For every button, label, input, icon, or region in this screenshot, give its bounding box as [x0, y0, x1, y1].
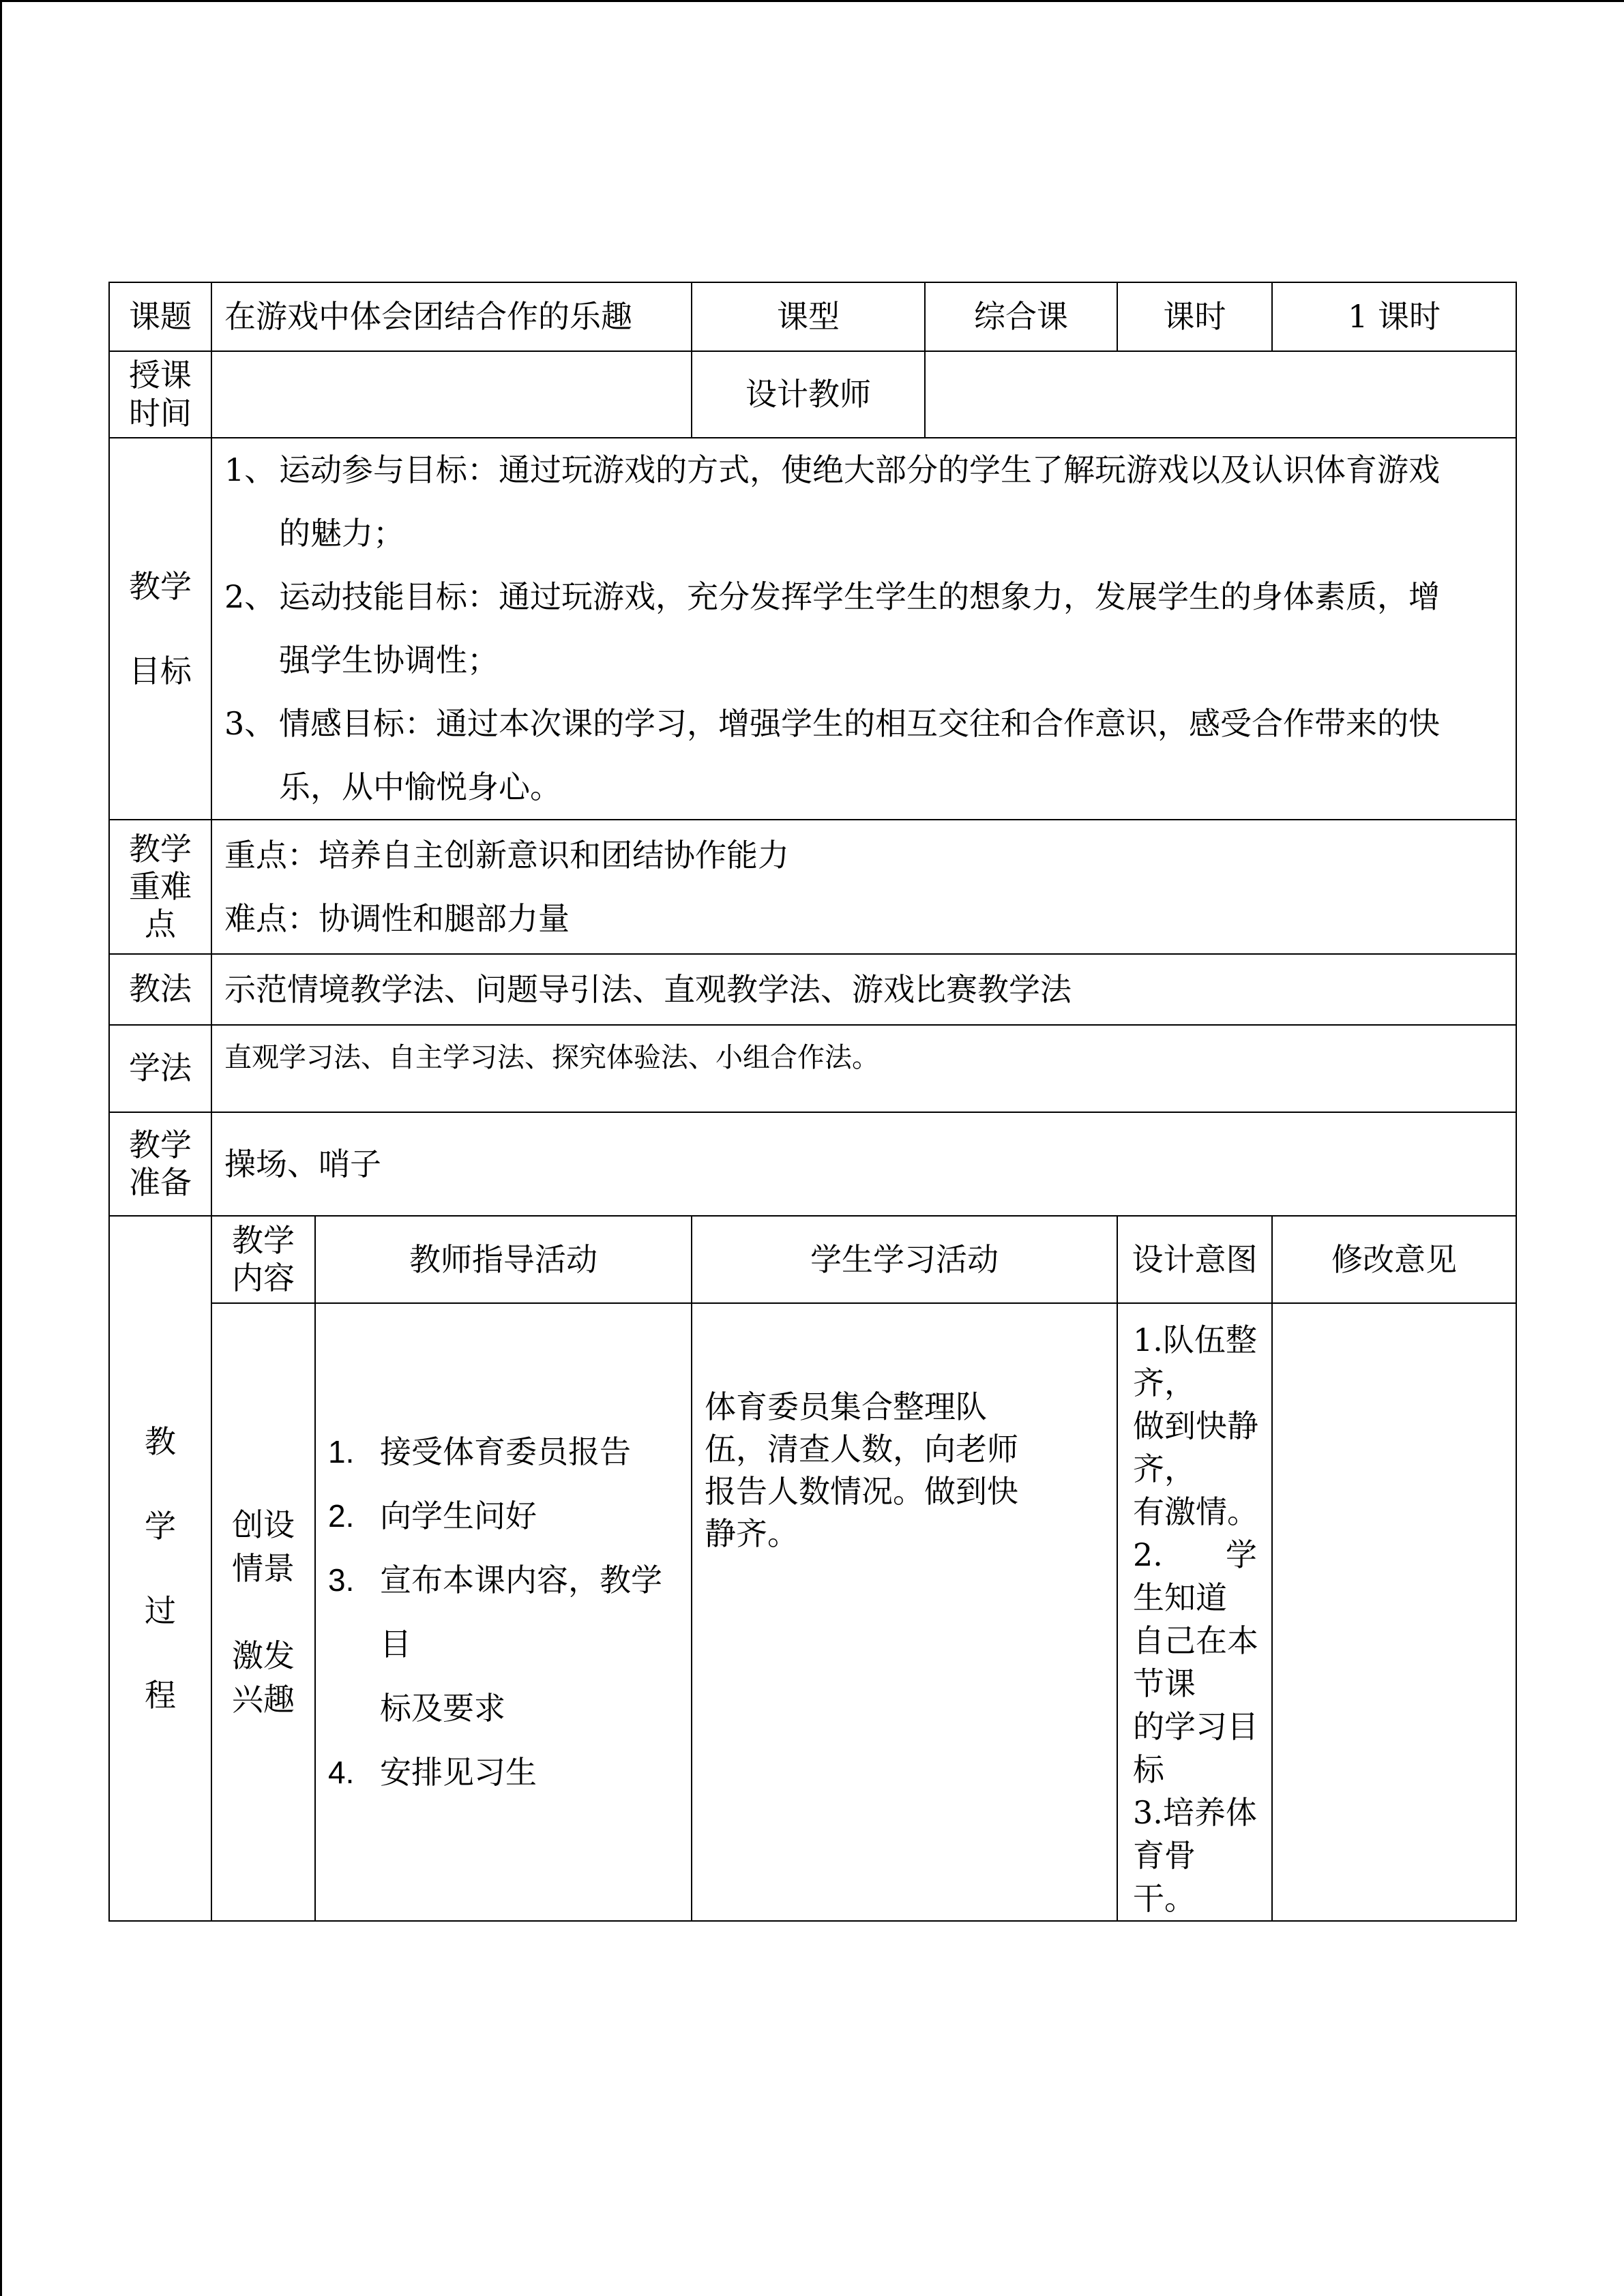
content-line: 创设 [232, 1506, 295, 1543]
intent-line: 干。 [1133, 1880, 1196, 1917]
objective-text-1: 运动参与目标：通过玩游戏的方式，使绝大部分的学生了解玩游戏以及认识体育游戏 [279, 451, 1440, 488]
student-line: 伍，清查人数，向老师 [705, 1431, 1018, 1467]
type-label: 课型 [692, 282, 925, 351]
topic-value: 在游戏中体会团结合作的乐趣 [211, 282, 692, 351]
intent-line: 的学习目标 [1133, 1708, 1258, 1788]
student-activity-cell [692, 1303, 1117, 1921]
process-label-char: 程 [145, 1677, 176, 1714]
time-label-line1: 授课 [129, 357, 192, 394]
key-points-label-line1: 教学 [129, 830, 192, 867]
preparation-label-line1: 教学 [129, 1126, 192, 1163]
preparation-row [109, 1112, 1516, 1216]
student-line: 报告人数情况。做到快 [705, 1473, 1018, 1510]
time-row [109, 351, 1516, 438]
preparation-value: 操场、哨子 [211, 1112, 1516, 1216]
objective-text-3-cont: 乐，从中愉悦身心。 [279, 769, 561, 805]
page-top-border [0, 0, 1624, 2]
objective-item [224, 565, 1503, 629]
process-label-char: 学 [145, 1508, 176, 1545]
key-points-row [109, 820, 1516, 954]
revision-cell [1272, 1303, 1516, 1921]
intent-line: 做到快静齐， [1133, 1407, 1258, 1487]
objectives-label [109, 438, 211, 820]
col-header-student: 学生学习活动 [692, 1216, 1117, 1303]
col-header-intent-wrap [1117, 1216, 1272, 1303]
focus-text: 重点：培养自主创新意识和团结协作能力 [224, 836, 789, 874]
intent-cell [1117, 1303, 1272, 1921]
teacher-label: 设计教师 [692, 351, 925, 438]
objectives-row [109, 438, 1516, 820]
student-line: 体育委员集合整理队 [705, 1388, 987, 1425]
teacher-step: 1. 接受体育委员报告 [328, 1433, 631, 1470]
teacher-step-cont: 标及要求 [380, 1690, 505, 1727]
col-header-teacher: 教师指导活动 [315, 1216, 692, 1303]
col-header-content-line1: 教学 [232, 1221, 295, 1259]
difficulty-text: 难点：协调性和腿部力量 [224, 899, 570, 937]
time-value [211, 351, 692, 438]
learning-row [109, 1025, 1516, 1112]
time-label-line2: 时间 [129, 394, 192, 432]
key-points-label-line2: 重难 [129, 867, 192, 905]
content-line: 情景 [232, 1550, 295, 1587]
objectives-label-line2: 目标 [129, 653, 192, 689]
learning-value: 直观学习法、自主学习法、探究体验法、小组合作法。 [211, 1025, 1516, 1112]
learning-label: 学法 [109, 1025, 211, 1112]
objective-text-1-cont: 的魅力； [279, 515, 404, 552]
topic-label: 课题 [109, 282, 211, 351]
process-label-char: 教 [145, 1423, 176, 1460]
key-points-content [211, 820, 1516, 954]
objective-text-3: 情感目标：通过本次课的学习，增强学生的相互交往和合作意识，感受合作带来的快 [279, 705, 1440, 742]
objective-item-cont [224, 756, 1503, 819]
col-header-revision: 修改意见 [1272, 1216, 1516, 1303]
teacher-activity-cell [315, 1303, 692, 1921]
process-content-row [109, 1303, 1516, 1921]
objective-text-2-cont: 强学生协调性； [279, 642, 499, 679]
lesson-plan-table [108, 282, 1517, 1922]
teacher-value [925, 351, 1516, 438]
content-line: 兴趣 [232, 1681, 295, 1718]
objective-item-cont [224, 629, 1503, 692]
process-header-row [109, 1216, 1516, 1303]
method-label: 教法 [109, 954, 211, 1025]
type-value: 综合课 [925, 282, 1117, 351]
objective-item-cont [224, 502, 1503, 565]
intent-line: 2. 学生知道 [1133, 1536, 1257, 1616]
key-points-label-line3: 点 [145, 906, 176, 943]
header-row [109, 282, 1516, 351]
teacher-step: 3. 宣布本课内容，教学目 [328, 1562, 662, 1663]
process-label [109, 1216, 211, 1921]
method-value: 示范情境教学法、问题导引法、直观教学法、游戏比赛教学法 [211, 954, 1516, 1025]
objective-text-2: 运动技能目标：通过玩游戏，充分发挥学生学生的想象力，发展学生的身体素质，增 [279, 578, 1440, 615]
hours-label: 课时 [1117, 282, 1272, 351]
intent-line: 有激情。 [1133, 1493, 1258, 1530]
objective-number: 2、 [224, 578, 276, 615]
preparation-label-line2: 准备 [129, 1164, 192, 1201]
page-left-border [0, 0, 2, 2296]
method-row [109, 954, 1516, 1025]
intent-line: 自己在本节课 [1133, 1622, 1258, 1702]
col-header-content [211, 1216, 315, 1303]
teacher-step: 2. 向学生问好 [328, 1497, 537, 1534]
objectives-label-line1: 教学 [129, 568, 192, 605]
key-points-label [109, 820, 211, 954]
col-header-intent: 设计意图 [1132, 1240, 1258, 1278]
content-cell [211, 1303, 315, 1921]
process-label-char: 过 [145, 1592, 176, 1629]
teacher-step: 4. 安排见习生 [328, 1754, 537, 1791]
intent-line: 1.队伍整齐， [1133, 1322, 1257, 1401]
time-label [109, 351, 211, 438]
hours-value: 1 课时 [1272, 282, 1516, 351]
objective-number: 3、 [224, 705, 276, 742]
objectives-content [211, 438, 1516, 820]
objective-item [224, 692, 1503, 756]
teacher-steps-list [328, 1420, 679, 1804]
content-line: 激发 [232, 1637, 295, 1674]
intent-line: 3.培养体育骨 [1133, 1794, 1257, 1874]
col-header-content-line2: 内容 [232, 1259, 295, 1296]
objective-number: 1、 [224, 451, 276, 488]
student-line: 静齐。 [705, 1515, 799, 1552]
preparation-label [109, 1112, 211, 1216]
objective-item [224, 438, 1503, 502]
